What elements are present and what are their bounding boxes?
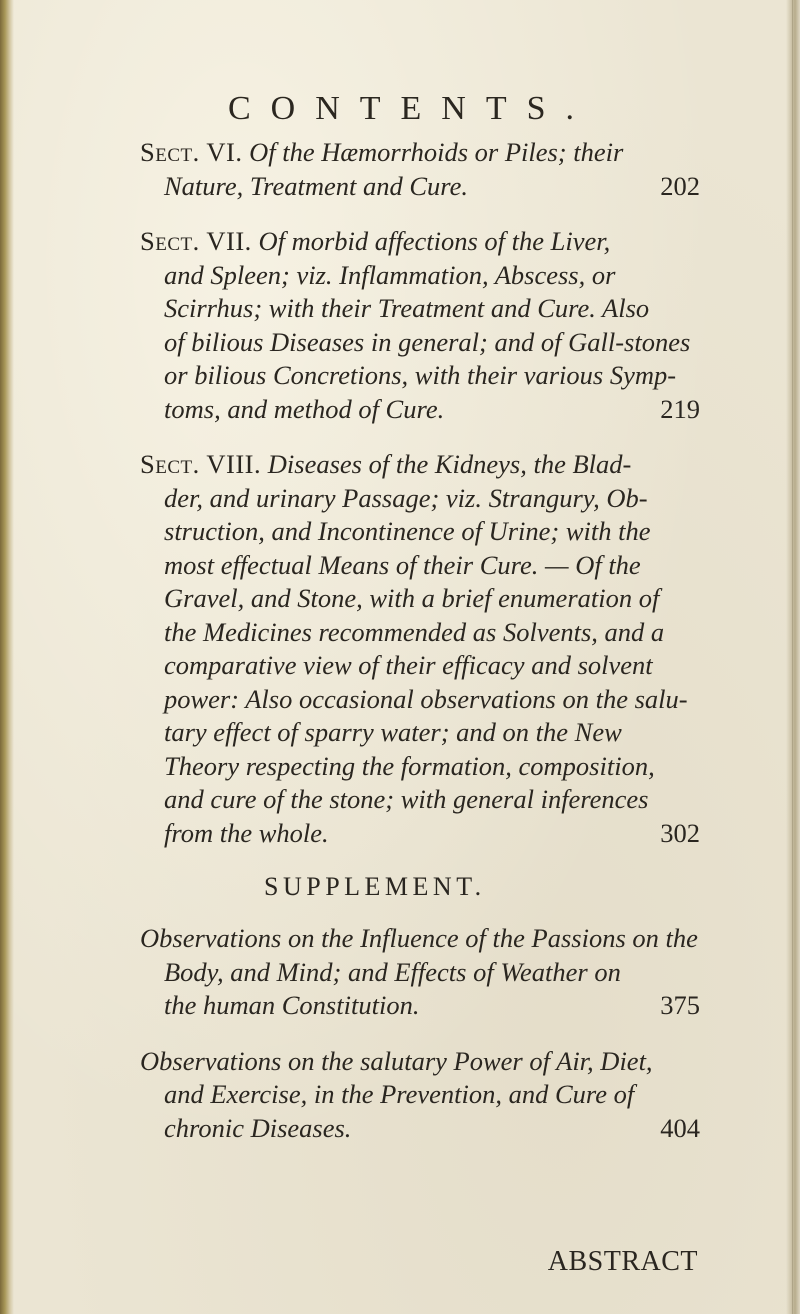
page-number: 219 <box>660 393 700 424</box>
entry-line: and Spleen; viz. Inflammation, Abscess, or <box>164 259 616 290</box>
entry-line: Of the Hæmorrhoids or Piles; their <box>249 137 624 167</box>
binding-edge <box>0 0 14 1314</box>
entry-line: tary effect of sparry water; and on the New <box>164 717 622 747</box>
entry-line: comparative view of their efficacy and solvent <box>164 650 653 680</box>
entry-line: Gravel, and Stone, with a brief enumeration of <box>164 583 660 613</box>
contents-entry-sect-7 <box>140 225 700 426</box>
entry-line: Diseases of the Kidneys, the Blad- <box>267 449 632 479</box>
section-label: Sect. VII. <box>140 226 252 256</box>
section-label: Sect. VIII. <box>140 449 262 479</box>
contents-entry-sect-8 <box>140 448 700 850</box>
supplement-heading: SUPPLEMENT. <box>264 872 486 901</box>
entry-line: Of morbid affections of the Liver, <box>258 226 611 256</box>
entry-line: Theory respecting the formation, composition, <box>164 750 655 781</box>
contents-entry-sect-6 <box>140 136 700 203</box>
entry-line: Body, and Mind; and Effects of Weather on <box>164 956 621 987</box>
entry-line: and Exercise, in the Prevention, and Cure of <box>164 1079 635 1109</box>
contents-entry-supplement-2 <box>140 1045 700 1146</box>
entry-line: struction, and Incontinence of Urine; with the <box>164 516 651 546</box>
catchword: ABSTRACT <box>547 1246 698 1277</box>
entry-line: chronic Diseases. <box>164 1112 352 1143</box>
entry-line: Observations on the salutary Power of Air, Diet, <box>140 1045 653 1076</box>
entry-line: Observations on the Influence of the Passions on the <box>140 923 698 953</box>
entry-line: toms, and method of Cure. <box>164 393 445 424</box>
entry-line: from the whole. <box>164 817 329 848</box>
entry-line: most effectual Means of their Cure. — Of the <box>164 549 641 580</box>
entry-line: the Medicines recommended as Solvents, and a <box>164 616 665 647</box>
page-number: 302 <box>660 817 700 848</box>
entry-line: of bilious Diseases in general; and of Gall-stones <box>164 326 691 357</box>
entry-line: and cure of the stone; with general inferences <box>164 784 649 814</box>
page-number: 404 <box>660 1112 700 1143</box>
contents-entry-supplement-1 <box>140 922 700 1023</box>
entry-line: the human Constitution. <box>164 990 420 1020</box>
entry-line: power: Also occasional observations on the salu- <box>164 683 688 714</box>
contents-list <box>140 136 700 1167</box>
entry-line: Nature, Treatment and Cure. <box>164 170 469 201</box>
page-number: 375 <box>660 990 700 1020</box>
page-title: CONTENTS. <box>227 90 595 127</box>
section-label: Sect. VI. <box>140 137 243 167</box>
page-edge <box>786 0 800 1314</box>
entry-line: or bilious Concretions, with their various Symp- <box>164 360 677 390</box>
page-number: 202 <box>660 170 700 201</box>
entry-line: der, and urinary Passage; viz. Strangury, Ob- <box>164 482 648 513</box>
entry-line: Scirrhus; with their Treatment and Cure. Also <box>164 293 650 323</box>
